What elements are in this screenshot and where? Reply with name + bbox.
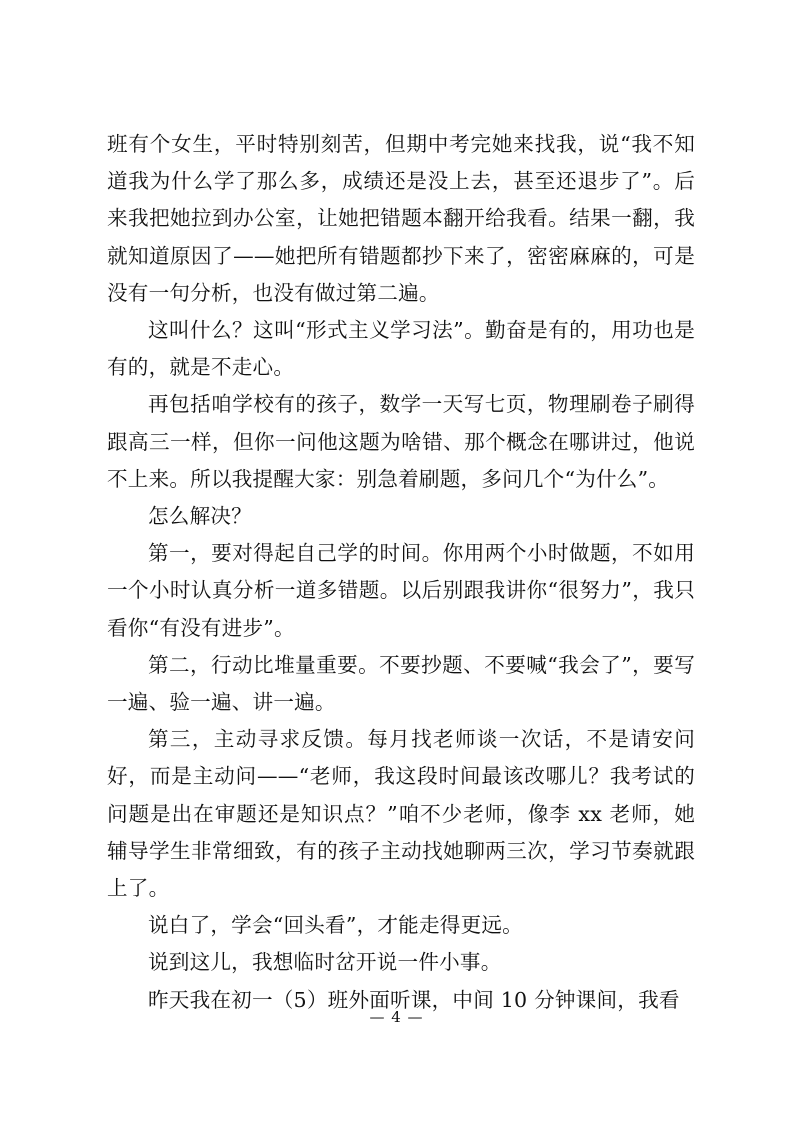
paragraph-point-two: 第二，行动比堆量重要。不要抄题、不要喊“我会了”，要写一遍、验一遍、讲一遍。 bbox=[107, 652, 695, 715]
document-body bbox=[107, 126, 695, 1019]
paragraph-point-three: 第三，主动寻求反馈。每月找老师谈一次话，不是请安问好，而是主动问——“老师，我这段时间最该改哪儿？我考试的问题是出在审题还是知识点？”咱不少老师，像李 xx 老师，她辅导学生非常细致，有的孩子主动找她聊两三次，学习节奏就跟上了。 bbox=[107, 727, 695, 901]
paragraph-digression: 说到这儿，我想临时岔开说一件小事。 bbox=[148, 950, 502, 975]
paragraph-point-one: 第一，要对得起自己学的时间。你用两个小时做题，不如用一个小时认真分析一道多错题。以后别跟我讲你“很努力”，我只看你“有没有进步”。 bbox=[107, 541, 695, 640]
paragraph-practice: 再包括咱学校有的孩子，数学一天写七页，物理刷卷子刷得跟高三一样，但你一问他这题为啥错、那个概念在哪讲过，他说不上来。所以我提醒大家：别急着刷题，多问几个“为什么”。 bbox=[107, 392, 695, 491]
paragraph-continued: 班有个女生，平时特别刻苦，但期中考完她来找我，说“我不知道我为什么学了那么多，成绩还是没上去，甚至还退步了”。后来我把她拉到办公室，让她把错题本翻开给我看。结果一翻，我就知道原因了——她把所有错题都抄下来了，密密麻麻的，可是没有一句分析，也没有做过第二遍。 bbox=[107, 132, 695, 305]
page-number: — 4 — bbox=[369, 1008, 424, 1026]
paragraph-summary: 说白了，学会“回头看”，才能走得更远。 bbox=[148, 913, 523, 938]
paragraph-question: 怎么解决？ bbox=[148, 504, 252, 529]
paragraph-anecdote: 昨天我在初一（5）班外面听课，中间 10 分钟课间，我看 bbox=[148, 987, 680, 1012]
paragraph-formalism: 这叫什么？这叫“形式主义学习法”。勤奋是有的，用功也是有的，就是不走心。 bbox=[107, 318, 695, 380]
